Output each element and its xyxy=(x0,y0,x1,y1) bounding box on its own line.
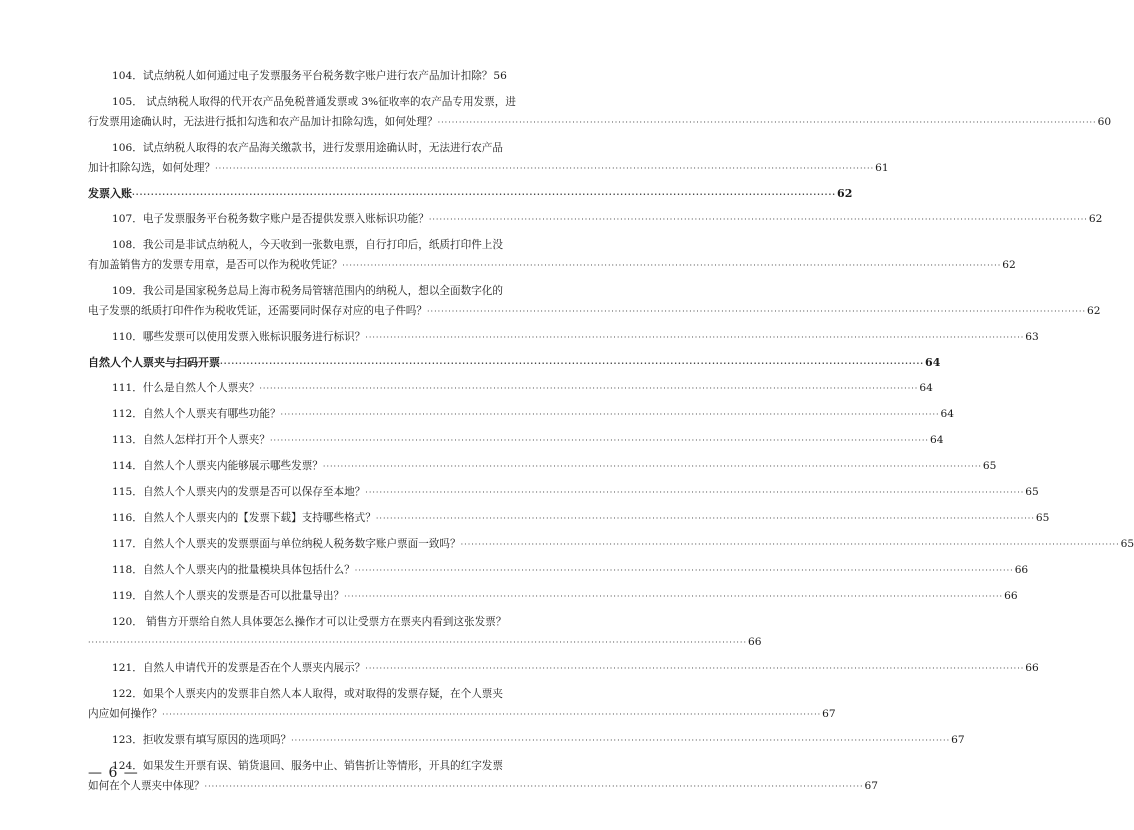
toc-leader-dots xyxy=(365,659,1024,679)
toc-entry[interactable] xyxy=(88,534,1134,555)
table-of-contents xyxy=(88,66,1134,802)
toc-entry-title: 107．电子发票服务平台税务数字账户是否提供发票入账标识功能？ xyxy=(112,213,429,225)
toc-page-number: 67 xyxy=(864,780,879,792)
toc-entry-title: 110．哪些发票可以使用发票入账标识服务进行标识？ xyxy=(112,331,366,343)
toc-page-number: 64 xyxy=(940,408,955,420)
toc-entry[interactable] xyxy=(88,508,1050,529)
toc-leader-dots xyxy=(342,256,1001,276)
page-number: — 6 — xyxy=(88,765,139,781)
toc-entry-text-line: 124．如果发生开票有误、销货退回、服务中止、销售折让等情形，开具的红字发票 xyxy=(112,760,503,772)
toc-entry[interactable] xyxy=(88,378,933,399)
toc-entry[interactable] xyxy=(88,658,1039,679)
toc-leader-dots xyxy=(427,302,1086,322)
toc-entry-text-line: 122．如果个人票夹内的发票非自然人本人取得，或对取得的发票存疑，在个人票夹 xyxy=(112,688,503,700)
toc-entry-title: 111．什么是自然人个人票夹？ xyxy=(112,382,260,394)
toc-page-number: 66 xyxy=(1025,662,1039,674)
toc-entry-title: 113．自然人怎样打开个人票夹？ xyxy=(112,434,270,446)
toc-leader-dots xyxy=(270,431,929,451)
toc-entry-title: 117．自然人个人票夹的发票票面与单位纳税人税务数字账户票面一致吗？ xyxy=(112,538,461,550)
toc-leader-dots xyxy=(376,509,1035,529)
toc-entry[interactable] xyxy=(88,66,506,87)
toc-entry[interactable] xyxy=(88,209,1103,230)
toc-page-number: 56 xyxy=(493,70,507,82)
toc-page-number: 61 xyxy=(875,162,889,174)
toc-entry-title: 自然人个人票夹与扫码开票 xyxy=(88,356,220,369)
toc-entry-title: 119．自然人个人票夹的发票是否可以批量导出？ xyxy=(112,590,345,602)
toc-leader-dots xyxy=(323,457,982,477)
toc-leader-dots xyxy=(162,705,821,725)
toc-leader-dots xyxy=(132,184,836,204)
toc-section-heading[interactable] xyxy=(88,353,941,373)
toc-entry-title: 104．试点纳税人如何通过电子发票服务平台税务数字账户进行农产品加计扣除？ xyxy=(112,70,493,82)
toc-page-number: 66 xyxy=(1004,590,1018,602)
toc-page-number: 62 xyxy=(1002,259,1016,271)
toc-entry-text-line: 108．我公司是非试点纳税人，今天收到一张数电票，自行打印后，纸质打印件上没 xyxy=(112,239,503,251)
toc-page-number: 67 xyxy=(822,708,836,720)
toc-page-number: 65 xyxy=(1025,486,1039,498)
toc-entry-title: 116．自然人个人票夹内的【发票下载】支持哪些格式？ xyxy=(112,512,376,524)
toc-entry-title: 115．自然人个人票夹内的发票是否可以保存至本地？ xyxy=(112,486,366,498)
toc-entry[interactable] xyxy=(88,404,955,425)
toc-entry-title: 114．自然人个人票夹内能够展示哪些发票？ xyxy=(112,460,323,472)
toc-page-number: 65 xyxy=(1035,512,1050,524)
toc-entry[interactable] xyxy=(88,756,879,797)
toc-entry[interactable] xyxy=(88,92,1112,133)
toc-leader-dots xyxy=(438,113,1097,133)
toc-leader-dots xyxy=(215,159,874,179)
toc-entry[interactable] xyxy=(88,430,944,451)
toc-leader-dots xyxy=(429,210,1088,230)
toc-page-number: 64 xyxy=(919,382,933,394)
toc-entry[interactable] xyxy=(88,482,1039,503)
toc-leader-dots xyxy=(365,328,1024,348)
toc-page-number: 66 xyxy=(748,636,762,648)
toc-leader-dots xyxy=(461,535,1120,555)
toc-leader-dots xyxy=(205,777,864,797)
toc-leader-dots xyxy=(291,731,950,751)
toc-entry[interactable] xyxy=(88,730,965,751)
toc-leader-dots xyxy=(259,379,918,399)
toc-page-number: 67 xyxy=(951,734,965,746)
toc-page-number: 64 xyxy=(929,434,944,446)
toc-page-number: 63 xyxy=(1025,331,1039,343)
toc-entry-title: 123．拒收发票有填写原因的选项吗？ xyxy=(112,734,292,746)
toc-entry-title: 121．自然人申请代开的发票是否在个人票夹内展示？ xyxy=(112,662,366,674)
toc-page-number: 65 xyxy=(982,460,997,472)
toc-entry[interactable] xyxy=(88,138,889,179)
toc-section-heading[interactable] xyxy=(88,184,853,204)
toc-page-number: 60 xyxy=(1097,116,1112,128)
toc-entry-title: 有加盖销售方的发票专用章，是否可以作为税收凭证？ xyxy=(88,259,343,271)
toc-leader-dots xyxy=(220,353,924,373)
toc-entry-text-line: 109．我公司是国家税务总局上海市税务局管辖范围内的纳税人，想以全面数字化的 xyxy=(112,285,503,297)
toc-entry-title: 行发票用途确认时，无法进行抵扣勾选和农产品加计扣除勾选，如何处理？ xyxy=(88,116,438,128)
toc-entry-text-line: 120． 销售方开票给自然人具体要怎么操作才可以让受票方在票夹内看到这张发票？ xyxy=(112,616,507,628)
toc-entry[interactable] xyxy=(88,235,1016,276)
toc-page-number: 66 xyxy=(1014,564,1029,576)
toc-page-number: 64 xyxy=(925,356,941,369)
toc-entry-text-line: 105． 试点纳税人取得的代开农产品免税普通发票或 3%征收率的农产品专用发票，进 xyxy=(112,96,516,108)
toc-leader-dots xyxy=(88,633,747,653)
toc-leader-dots xyxy=(355,561,1014,581)
toc-entry[interactable] xyxy=(88,684,836,725)
toc-entry-title: 如何在个人票夹中体现？ xyxy=(88,780,205,792)
toc-entry-title: 内应如何操作？ xyxy=(88,708,163,720)
toc-entry[interactable] xyxy=(88,560,1029,581)
toc-page-number: 62 xyxy=(837,187,853,200)
toc-leader-dots xyxy=(365,483,1024,503)
toc-entry-title: 118．自然人个人票夹内的批量模块具体包括什么？ xyxy=(112,564,355,576)
toc-entry-title: 112．自然人个人票夹有哪些功能？ xyxy=(112,408,281,420)
toc-entry-title: 电子发票的纸质打印件作为税收凭证，还需要同时保存对应的电子件吗？ xyxy=(88,305,427,317)
toc-page-number: 62 xyxy=(1087,305,1101,317)
toc-entry[interactable] xyxy=(88,456,997,477)
toc-entry[interactable] xyxy=(88,281,1101,322)
toc-leader-dots xyxy=(281,405,940,425)
toc-entry-title: 加计扣除勾选，如何处理？ xyxy=(88,162,216,174)
toc-entry-title: 发票入账 xyxy=(88,187,132,200)
toc-entry[interactable] xyxy=(88,327,1039,348)
toc-entry-text-line: 106．试点纳税人取得的农产品海关缴款书，进行发票用途确认时，无法进行农产品 xyxy=(112,142,503,154)
toc-page-number: 65 xyxy=(1120,538,1134,550)
toc-entry[interactable] xyxy=(88,586,1018,607)
toc-page-number: 62 xyxy=(1088,213,1103,225)
toc-leader-dots xyxy=(344,587,1003,607)
toc-entry[interactable] xyxy=(88,612,762,653)
